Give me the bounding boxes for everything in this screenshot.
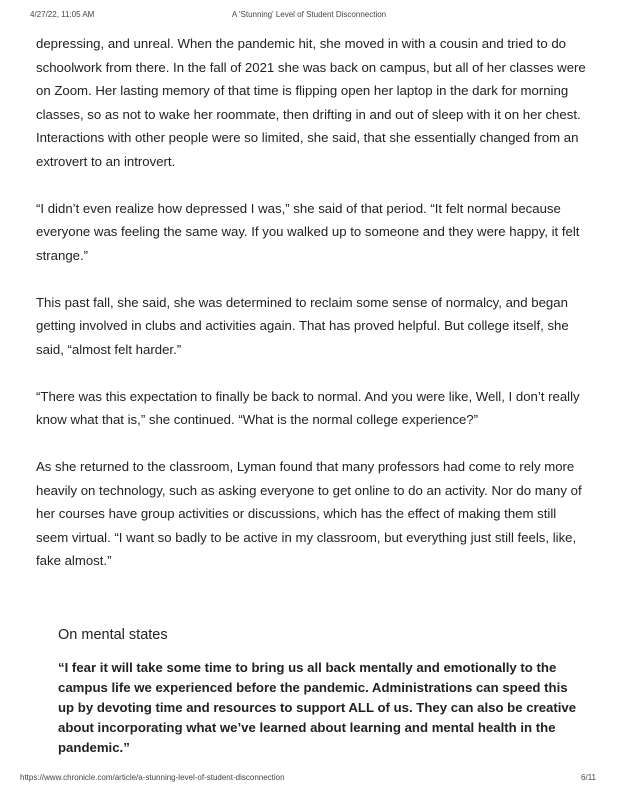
print-date: 4/27/22, 11:05 AM	[30, 10, 95, 19]
print-page-number: 6/11	[581, 773, 596, 782]
article-body	[36, 32, 592, 596]
article-paragraph: depressing, and unreal. When the pandemic hit, she moved in with a cousin and tried to do schoolwork from there. In the fall of 2021 she was back on campus, but all of her classes were on Zoom. Her lasting memory of that time is flipping open her laptop in the dark for morning classes, so as not to wake her roommate, then drifting in and out of sleep with it on her chest. Interactions with other people were so limited, she said, that she essentially changed from an extrovert to an introvert.	[36, 36, 586, 169]
article-paragraph: “There was this expectation to finally be back to normal. And you were like, Well, I don’t really know what that is,” she continued. “What is the normal college experience?”	[36, 388, 580, 427]
pull-quote-callout	[58, 625, 578, 758]
print-page-title: A 'Stunning' Level of Student Disconnection	[231, 10, 387, 19]
print-header	[0, 10, 618, 22]
article-paragraph: “I didn’t even realize how depressed I was,” she said of that period. “It felt normal because everyone was feeling the same way. If you walked up to someone and they were happy, it felt strange.”	[36, 200, 580, 263]
callout-heading: On mental states	[58, 627, 168, 643]
article-paragraph: This past fall, she said, she was determined to reclaim some sense of normalcy, and began getting involved in clubs and activities again. That has proved helpful. But college itself, she said, “almost felt harder.”	[36, 294, 569, 357]
print-url: https://www.chronicle.com/article/a-stunning-level-of-student-disconnection	[20, 773, 285, 782]
print-footer	[0, 773, 618, 785]
article-paragraph: As she returned to the classroom, Lyman found that many professors had come to rely more heavily on technology, such as asking everyone to get online to do an activity. Nor do many of her courses have group activities or discussions, which has the effect of making them still seem virtual. “I want so badly to be active in my classroom, but everything just still feels, like, fake almost.”	[36, 459, 582, 568]
callout-quote: “I fear it will take some time to bring us all back mentally and emotionally to the campus life we experienced before the pandemic. Administrations can speed this up by devoting time and resources to support ALL of us. They can also be creative about incorporating what we’ve learned about learning and mental health in the pandemic.”	[58, 660, 577, 755]
